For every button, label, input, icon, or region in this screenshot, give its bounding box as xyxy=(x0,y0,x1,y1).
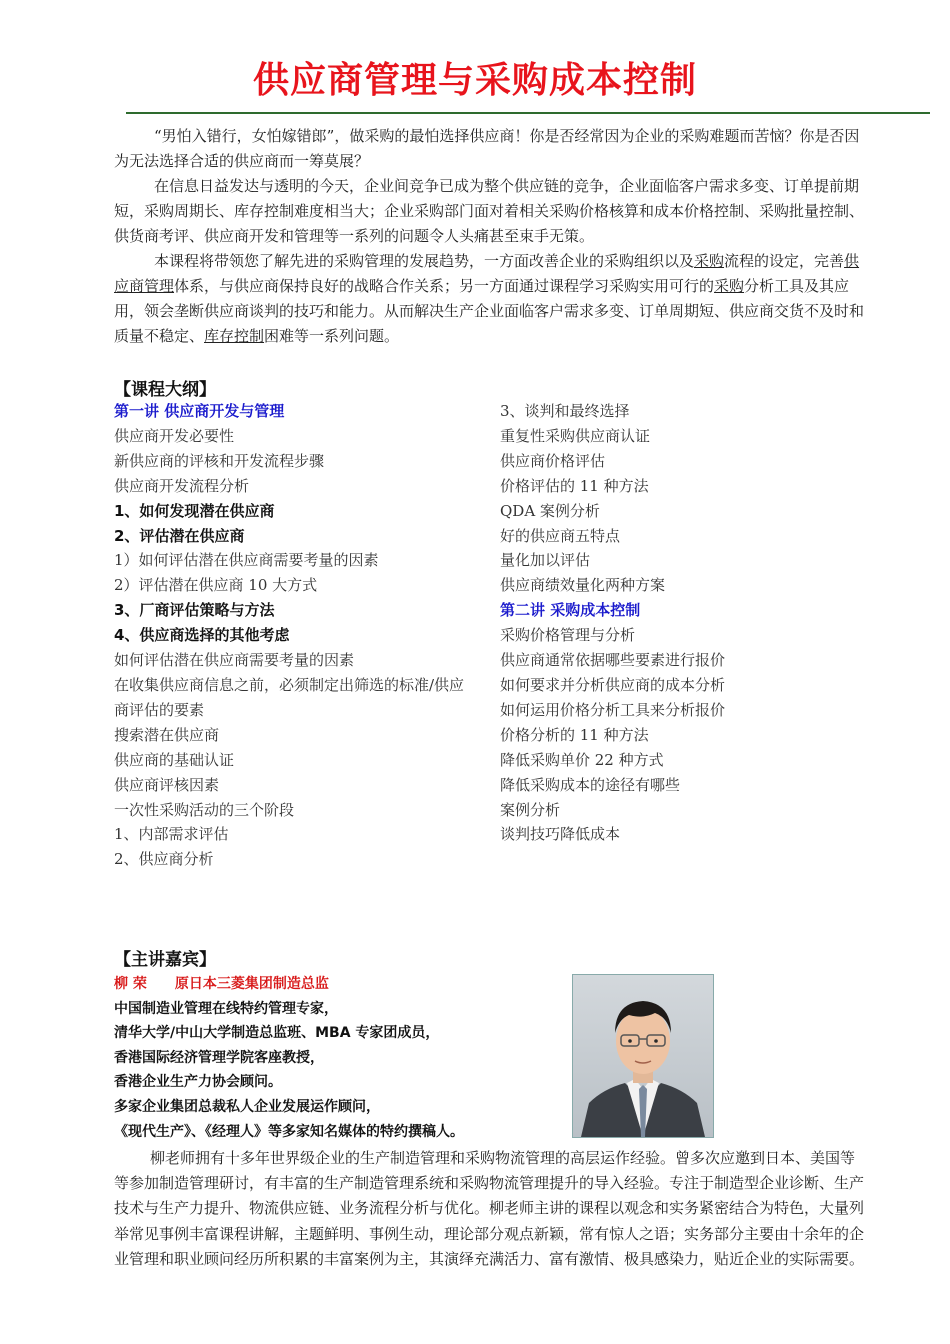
right-item: QDA 案例分析 xyxy=(500,501,600,520)
left-item: 3、厂商评估策略与方法 xyxy=(114,601,275,620)
right-item: 谈判技巧降低成本 xyxy=(500,825,621,844)
title-divider xyxy=(126,112,930,114)
right-item: 案例分析 xyxy=(500,800,561,819)
speaker-bio xyxy=(114,1146,866,1272)
left-item: 1、如何发现潜在供应商 xyxy=(114,501,275,520)
speaker-credential: 香港国际经济管理学院客座教授， xyxy=(114,1049,324,1066)
left-item: 搜索潜在供应商 xyxy=(114,725,220,744)
intro-text: 本课程将带领您了解先进的采购管理的发展趋势，一方面改善企业的采购组织以及 xyxy=(154,252,695,270)
right-item: 量化加以评估 xyxy=(500,551,591,570)
speaker-credential: 多家企业集团总裁私人企业发展运作顾问， xyxy=(114,1098,380,1115)
right-item: 第二讲 采购成本控制 xyxy=(500,601,641,620)
intro-paragraph: “男怕入错行，女怕嫁错郎”，做采购的最怕选择供应商！你是否经常因为企业的采购难题而苦恼？你是否因为无法选择合适的供应商而一筹莫展？ xyxy=(114,127,860,170)
speaker-credential: 《现代生产》、《经理人》等多家知名媒体的特约撰稿人。 xyxy=(114,1123,464,1140)
left-item: 一次性采购活动的三个阶段 xyxy=(114,800,295,819)
left-item: 供应商的基础认证 xyxy=(114,750,235,769)
speaker-photo xyxy=(572,974,714,1138)
link-inventory-control[interactable]: 库存控制 xyxy=(204,327,265,345)
right-item: 降低采购单价 22 种方式 xyxy=(500,750,664,769)
speaker-credential: 清华大学/中山大学制造总监班、MBA 专家团成员， xyxy=(114,1025,440,1042)
right-item: 供应商通常依据哪些要素进行报价 xyxy=(500,651,726,670)
link-supplier-management[interactable]: 供应商管理 xyxy=(114,252,860,295)
right-item: 3、谈判和最终选择 xyxy=(500,402,630,420)
intro-text: 体系，与供应商保持良好的战略合作关系；另一方面通过课程学习采购实用可行的 xyxy=(174,277,715,295)
left-item: 2、供应商分析 xyxy=(114,850,214,869)
left-item: 1、内部需求评估 xyxy=(114,825,229,844)
intro-section xyxy=(114,124,866,349)
link-caigou[interactable]: 采购 xyxy=(694,252,725,270)
page-title: 供应商管理与采购成本控制 xyxy=(252,60,697,101)
left-item: 供应商开发流程分析 xyxy=(114,476,250,495)
outline-right-column xyxy=(500,399,860,847)
right-item: 价格评估的 11 种方法 xyxy=(500,476,649,495)
intro-text: 困难等一系列问题。 xyxy=(264,327,400,345)
left-item: 如何评估潜在供应商需要考量的因素 xyxy=(114,651,355,670)
speaker-credential: 中国制造业管理在线特约管理专家， xyxy=(114,1000,338,1017)
right-item: 采购价格管理与分析 xyxy=(500,626,636,645)
left-item: 2、评估潜在供应商 xyxy=(114,526,245,545)
left-item: 在收集供应商信息之前，必须制定出筛选的标准/供应商评估的要素 xyxy=(114,675,465,719)
left-item: 供应商开发必要性 xyxy=(114,426,235,445)
link-caigou[interactable]: 采购 xyxy=(714,277,745,295)
speaker-credential: 香港企业生产力协会顾问。 xyxy=(114,1074,282,1091)
right-item: 价格分析的 11 种方法 xyxy=(500,725,649,744)
intro-paragraph: 在信息日益发达与透明的今天，企业间竞争已成为整个供应链的竞争，企业面临客户需求多变、订单提前期短，采购周期长、库存控制难度相当大；企业采购部门面对着相关采购价格核算和成本价格控制、采购批量控制、供货商考评、供应商开发和管理等一系列的问题令人头痛甚至束手无策。 xyxy=(114,177,865,245)
right-item: 如何要求并分析供应商的成本分析 xyxy=(500,675,726,694)
speaker-bio-paragraph: 柳老师拥有十多年世界级企业的生产制造管理和采购物流管理的高层运作经验。曾多次应邀到日本、美国等等参加制造管理研讨，有丰富的生产制造管理系统和采购物流管理提升的导入经验。专注于制造型企业诊断、生产技术与生产力提升、物流供应链、业务流程分析与优化。柳老师主讲的课程以观念和实务紧密结合为特色，大量列举常见事例丰富课程讲解，主题鲜明、事例生动，理论部分观点新颖，常有惊人之语；实务部分主要由十余年的企业管理和职业顾问经历所积累的丰富案例为主，其演绎充满活力、富有激情、极具感染力，贴近企业的实际需要。 xyxy=(114,1149,865,1268)
right-item: 降低采购成本的途径有哪些 xyxy=(500,775,681,794)
left-item: 第一讲 供应商开发与管理 xyxy=(114,402,285,420)
left-item: 供应商评核因素 xyxy=(114,775,220,794)
speaker-info xyxy=(114,972,564,1144)
intro-paragraph xyxy=(114,249,866,349)
right-item: 好的供应商五特点 xyxy=(500,526,621,545)
left-item: 新供应商的评核和开发流程步骤 xyxy=(114,451,325,470)
speaker-name: 柳 荣 xyxy=(114,976,147,992)
speaker-title: 原日本三菱集团制造总监 xyxy=(174,976,329,992)
left-item: 1）如何评估潜在供应商需要考量的因素 xyxy=(114,551,379,570)
right-item: 供应商价格评估 xyxy=(500,451,606,470)
outline-heading: 【课程大纲】 xyxy=(114,380,216,400)
left-item: 2）评估潜在供应商 10 大方式 xyxy=(114,576,318,595)
outline-left-column xyxy=(114,399,470,872)
intro-text: 流程的设定，完善 xyxy=(724,252,845,270)
speaker-heading: 【主讲嘉宾】 xyxy=(114,950,216,970)
left-item: 4、供应商选择的其他考虑 xyxy=(114,626,290,645)
intro-text: 分析工具及其应用，领会垄断供应商谈判的技巧和能力。从而解决生产企业面临客户需求多变、订单周期短、供应商交货不及时和质量不稳定、 xyxy=(114,277,865,345)
right-item: 如何运用价格分析工具来分析报价 xyxy=(500,700,726,719)
speaker-name-line xyxy=(114,972,564,997)
right-item: 供应商绩效量化两种方案 xyxy=(500,576,666,595)
right-item: 重复性采购供应商认证 xyxy=(500,426,651,445)
